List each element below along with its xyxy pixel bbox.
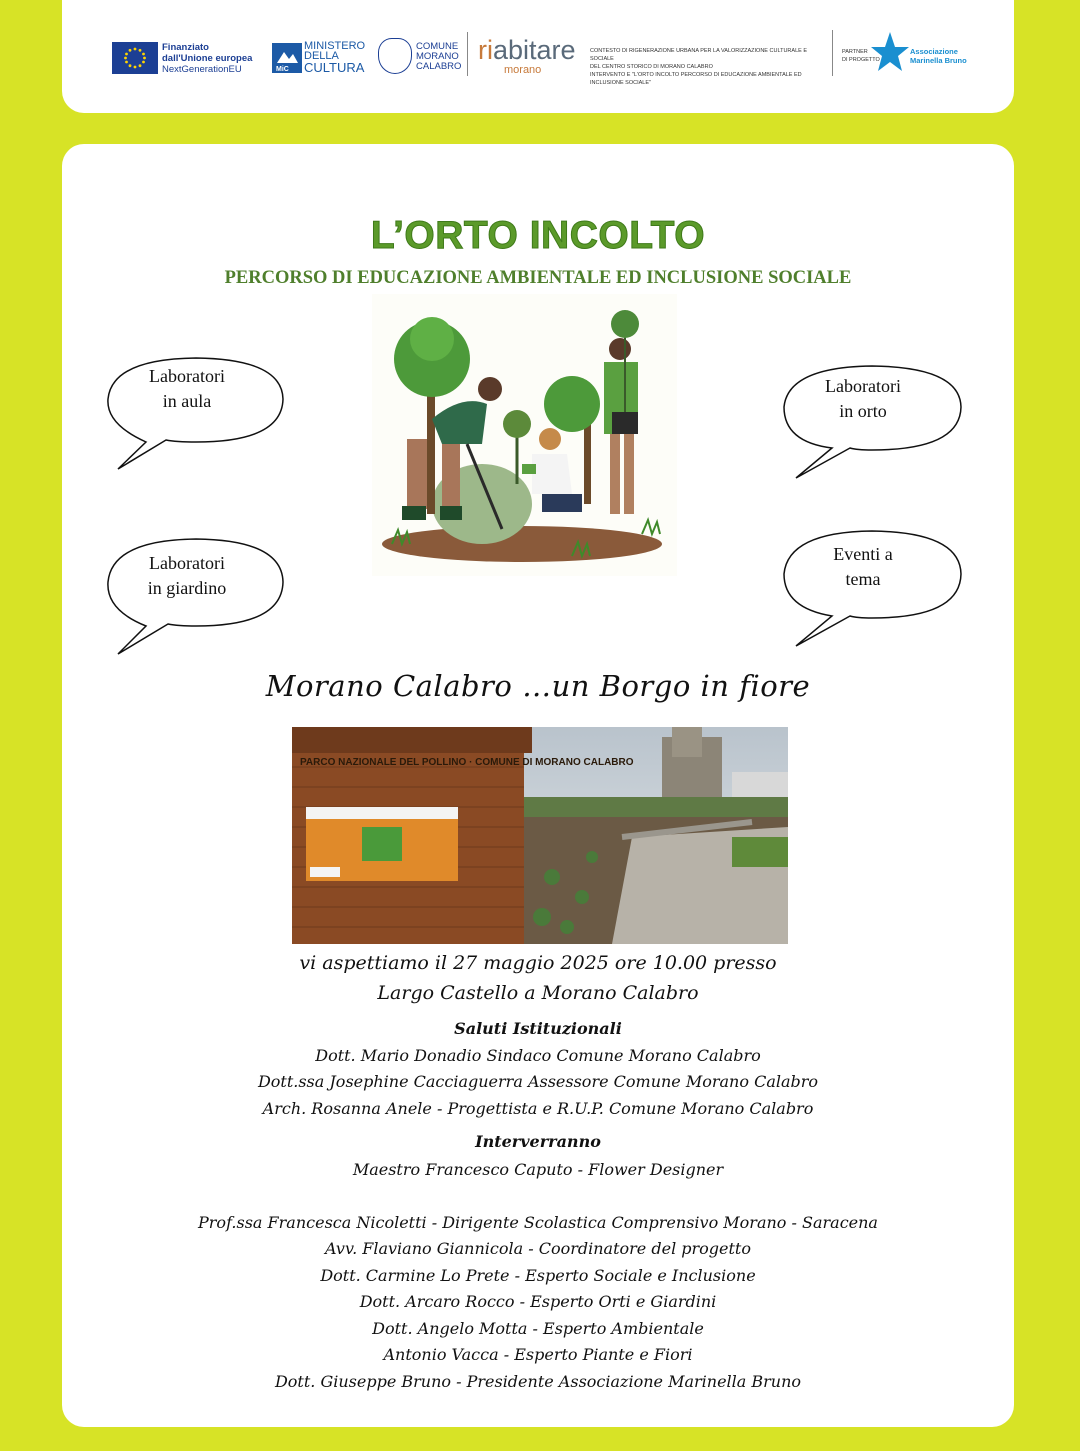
bubble-laboratori-aula: Laboratori in aula — [106, 354, 286, 474]
riabitare-logo: riabitare — [478, 35, 576, 65]
bubble-laboratori-giardino: Laboratori in giardino — [106, 532, 286, 658]
eu-flag-icon — [112, 42, 158, 74]
saluti-heading: Saluti Istituzionali — [454, 1019, 622, 1038]
saluti-line: Dott. Mario Donadio Sindaco Comune Morano Calabro — [315, 1046, 761, 1065]
comune-seal-icon — [378, 38, 412, 74]
page-subtitle: PERCORSO DI EDUCAZIONE AMBIENTALE ED INCLUSIONE SOCIALE — [224, 268, 852, 288]
invitation-line-place: Largo Castello a Morano Calabro — [377, 982, 699, 1004]
bubble-eventi-tema: Eventi a tema — [782, 522, 964, 650]
flyer-card — [62, 144, 1014, 1427]
speaker-line: Dott. Giuseppe Bruno - Presidente Associazione Marinella Bruno — [274, 1372, 802, 1391]
association-name: Associazione Marinella Bruno — [910, 47, 967, 65]
divider — [467, 32, 468, 76]
page-title: L’ORTO INCOLTO — [370, 214, 706, 257]
interverranno-heading: Interverranno — [475, 1132, 601, 1151]
speaker-line: Dott. Arcaro Rocco - Esperto Orti e Giardini — [359, 1292, 717, 1311]
comune-text: COMUNE MORANO CALABRO — [416, 41, 462, 72]
garden-photo — [292, 727, 788, 944]
tagline: Morano Calabro …un Borgo in fiore — [265, 669, 811, 703]
speaker-line: Prof.ssa Francesca Nicoletti - Dirigente Scolastica Comprensivo Morano - Saracena — [198, 1213, 878, 1232]
speaker-line: Dott. Carmine Lo Prete - Esperto Sociale e Inclusione — [320, 1266, 756, 1285]
speaker-line: Dott. Angelo Motta - Esperto Ambientale — [372, 1319, 704, 1338]
invitation-text — [62, 948, 1014, 1008]
logo-header — [62, 0, 1014, 113]
divider — [832, 30, 833, 76]
partner-text: PARTNER DI PROGETTO — [842, 49, 880, 63]
speaker-line: Avv. Flaviano Giannicola - Coordinatore del progetto — [325, 1239, 751, 1258]
svg-text:MiC: MiC — [276, 66, 289, 73]
eu-funding-text: Finanziato dall'Unione europea NextGenerationEU — [162, 42, 253, 75]
speaker-line: Antonio Vacca - Esperto Piante e Fiori — [383, 1345, 693, 1364]
gardening-illustration — [372, 294, 677, 576]
speaker-line: Maestro Francesco Caputo - Flower Designer — [352, 1160, 724, 1179]
ministero-text: MINISTERO DELLA CULTURA — [304, 40, 366, 75]
svg-text:PARCO NAZIONALE DEL POLLINO ·: PARCO NAZIONALE DEL POLLINO · COMUNE DI MORANO CALABRO — [300, 757, 634, 768]
riabitare-sub: morano — [504, 64, 542, 76]
saluti-line: Arch. Rosanna Anele - Progettista e R.U.P. Comune Morano Calabro — [262, 1099, 814, 1118]
saluti-line: Dott.ssa Josephine Cacciaguerra Assessore Comune Morano Calabro — [257, 1072, 819, 1091]
invitation-line-date: vi aspettiamo il 27 maggio 2025 ore 10.00 presso — [299, 952, 777, 974]
star-icon — [870, 30, 910, 76]
mic-logo-icon — [272, 43, 302, 73]
project-context-text: CONTESTO DI RIGENERAZIONE URBANA PER LA VALORIZZAZIONE CULTURALE E SOCIALE DEL CENTRO STORICO DI MORANO CALABRO INTERVENTO E "L'ORTO INCOLTO PERCORSO DI EDUCAZIONE AMBIENTALE ED INCLUSIONE SOCIALE" — [590, 48, 807, 86]
bubble-laboratori-orto: Laboratori in orto — [782, 362, 964, 482]
